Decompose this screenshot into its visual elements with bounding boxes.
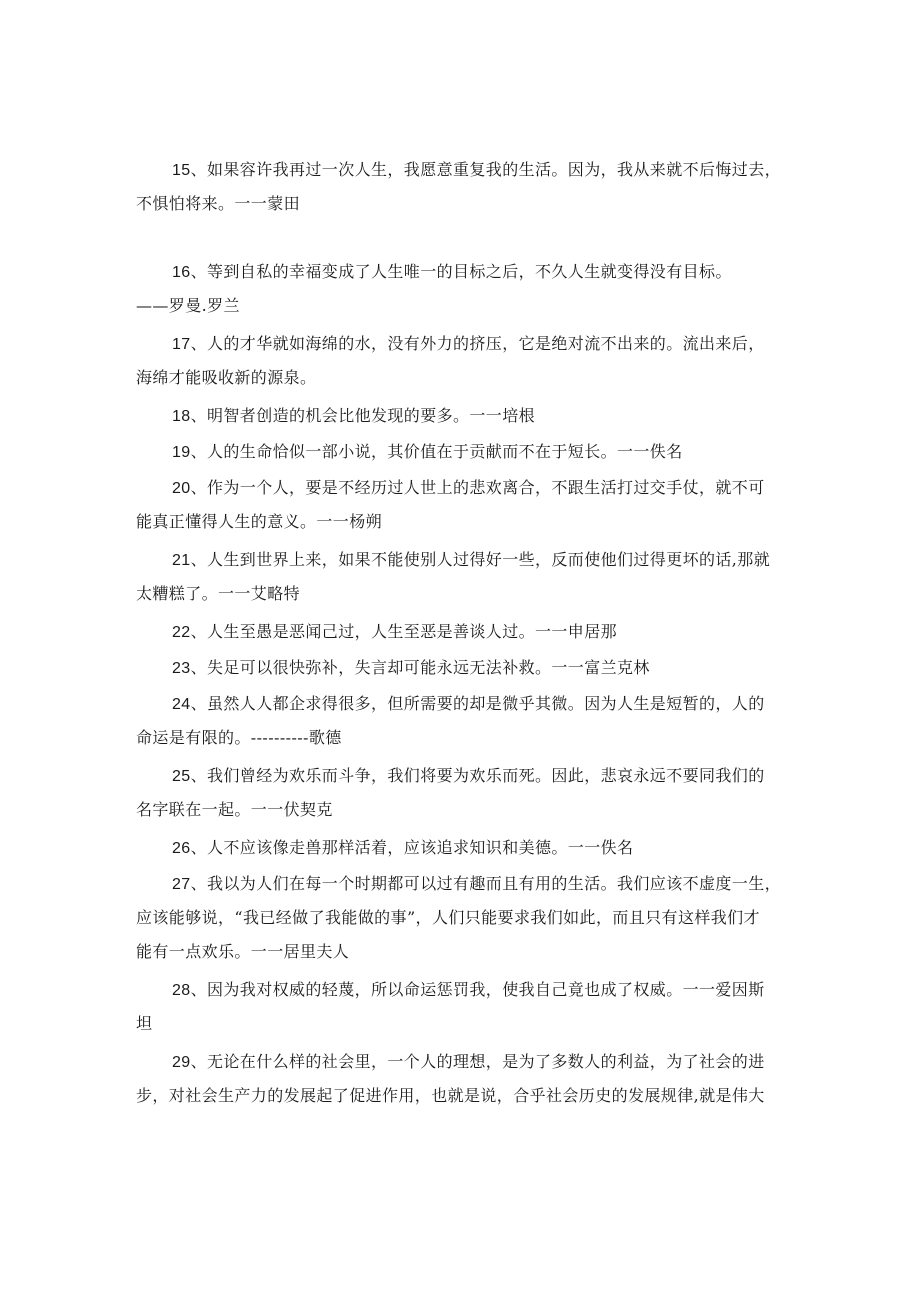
quote-number: 18: [172, 408, 191, 425]
quote-number: 20: [172, 480, 191, 497]
quote-text: 、无论在什么样的社会里，一个人的理想，是为了多数人的利益，为了社会的进: [190, 1052, 765, 1071]
quote-number: 27: [172, 876, 191, 893]
quote-text: 、人生至愚是恶闻己过，人生至恶是善谈人过。一一申居那: [190, 622, 618, 641]
quote-text: 、等到自私的幸福变成了人生唯一的目标之后，不久人生就变得没有目标。: [190, 262, 732, 281]
quote-25: [136, 759, 796, 827]
quote-18: [136, 399, 796, 433]
quote-number: 26: [172, 840, 191, 857]
quote-23: [136, 651, 796, 685]
quote-number: 19: [172, 444, 191, 461]
quote-number: 24: [172, 696, 191, 713]
quote-text: 、失足可以很快弥补，失言却可能永远无法补救。一一富兰克林: [190, 658, 650, 677]
quote-number: 23: [172, 660, 191, 677]
quote-text: 坦: [136, 1014, 153, 1033]
quote-15: [136, 153, 796, 221]
quote-text: 应该能够说，“我已经做了我能做的事”，人们只能要求我们如此，而且只有这样我们才: [136, 908, 760, 927]
quote-number: 29: [172, 1054, 191, 1071]
quote-number: 16: [172, 264, 191, 281]
quote-text: ——罗曼.罗兰: [136, 296, 240, 315]
quote-text: 、我们曾经为欢乐而斗争，我们将要为欢乐而死。因此，悲哀永远不要同我们的: [190, 766, 765, 785]
quote-20: [136, 471, 796, 539]
quote-text: 、人不应该像走兽那样活着，应该追求知识和美德。一一佚名: [190, 838, 634, 857]
quote-text: 、如果容许我再过一次人生，我愿意重复我的生活。因为，我从来就不后悔过去，: [190, 160, 782, 179]
quote-text: 能真正懂得人生的意义。一一杨朔: [136, 512, 383, 531]
quote-22: [136, 615, 796, 649]
quote-number: 17: [172, 336, 191, 353]
quote-text: 、我以为人们在每一个时期都可以过有趣而且有用的生活。我们应该不虚度一生，: [190, 874, 782, 893]
quote-17: [136, 327, 796, 395]
quote-29: [136, 1045, 796, 1113]
quote-28: [136, 973, 796, 1041]
quote-text: 海绵才能吸收新的源泉。: [136, 368, 317, 387]
quote-text: 名字联在一起。一一伏契克: [136, 800, 333, 819]
quote-26: [136, 831, 796, 865]
quote-text: 、明智者创造的机会比他发现的要多。一一培根: [190, 406, 536, 425]
quote-text: 、人生到世界上来，如果不能使别人过得好一些，反而使他们过得更坏的话,那就: [190, 550, 771, 569]
quote-text: 太糟糕了。一一艾略特: [136, 584, 301, 603]
quote-27: [136, 867, 796, 969]
quote-text: 命运是有限的。----------歌德: [136, 728, 342, 747]
quote-text: 步，对社会生产力的发展起了促进作用，也就是说，合乎社会历史的发展规律,就是伟大: [136, 1086, 765, 1105]
quote-19: [136, 435, 796, 469]
quote-16: [136, 255, 796, 323]
quote-text: 、虽然人人都企求得很多，但所需要的却是微乎其微。因为人生是短暂的，人的: [190, 694, 765, 713]
quote-number: 21: [172, 552, 191, 569]
quote-21: [136, 543, 796, 611]
quote-number: 28: [172, 982, 191, 999]
quote-number: 22: [172, 624, 191, 641]
quote-24: [136, 687, 796, 755]
quote-text: 能有一点欢乐。一一居里夫人: [136, 942, 350, 961]
quote-text: 、人的生命恰似一部小说，其价值在于贡献而不在于短长。一一佚名: [190, 442, 683, 461]
quote-number: 15: [172, 162, 191, 179]
quote-text: 不惧怕将来。一一蒙田: [136, 194, 301, 213]
quote-text: 、因为我对权威的轻蔑，所以命运惩罚我，使我自己竟也成了权威。一一爱因斯: [190, 980, 765, 999]
quote-text: 、人的才华就如海绵的水，没有外力的挤压，它是绝对流不出来的。流出来后，: [190, 334, 765, 353]
quote-text: 、作为一个人，要是不经历过人世上的悲欢离合，不跟生活打过交手仗，就不可: [190, 478, 765, 497]
quote-number: 25: [172, 768, 191, 785]
